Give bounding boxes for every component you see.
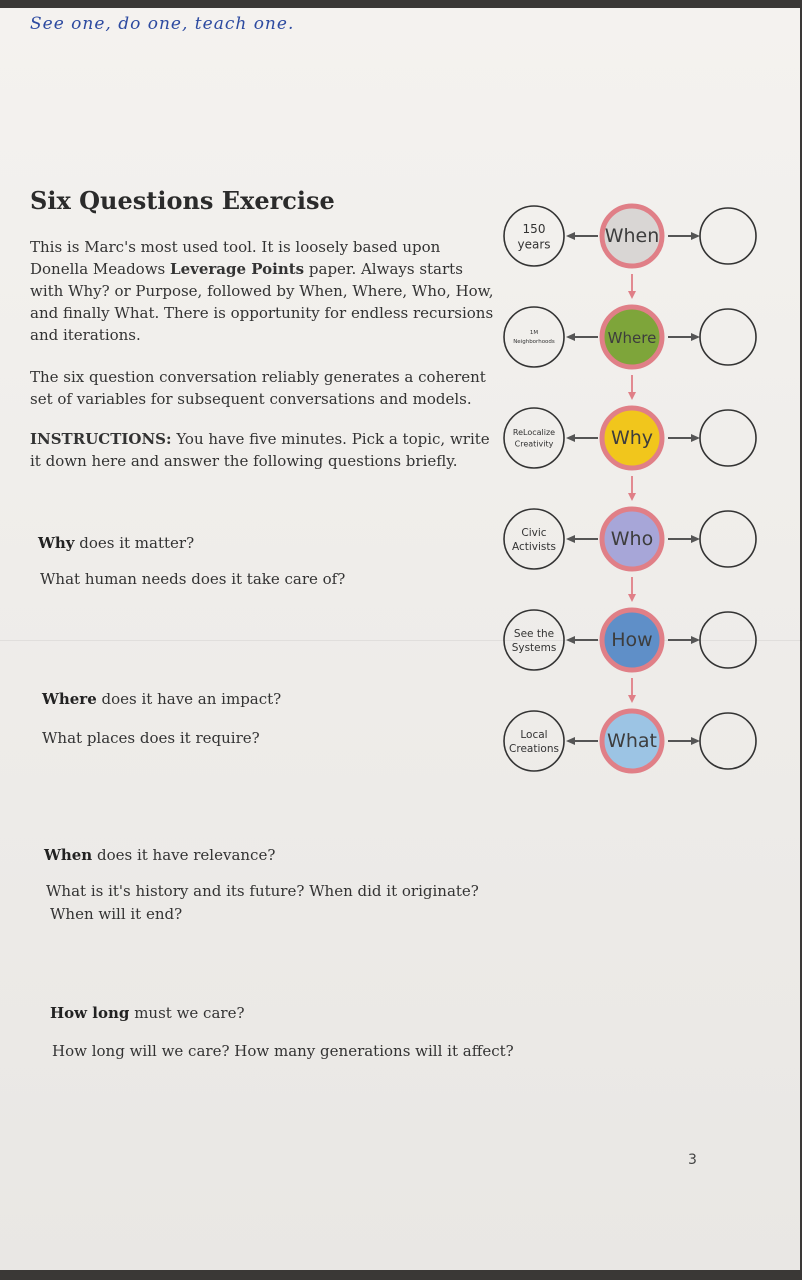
instructions-paragraph: INSTRUCTIONS: You have five minutes. Pick a topic, write it down here and answer the following questions briefly. (30, 430, 490, 470)
down-arrowhead-how (628, 695, 636, 703)
left-label-what-1: Local (520, 729, 548, 741)
right-circle-when (700, 208, 756, 264)
handwritten-note: See one, do one, teach one. (30, 14, 295, 34)
left-label-how-1: See the (513, 628, 555, 640)
right-circle-who (700, 511, 756, 567)
question-word-when: When (604, 225, 660, 247)
left-label-when-2: years (517, 237, 551, 252)
left-label-how-2: Systems (511, 642, 557, 654)
six-questions-diagram (496, 190, 786, 790)
left-circle-why (504, 408, 564, 468)
page-number: 3 (688, 1152, 697, 1168)
left-circle-how (504, 610, 564, 670)
page-title: Six Questions Exercise (30, 186, 335, 215)
arrowhead-left-why (566, 434, 575, 442)
right-circle-how (700, 612, 756, 668)
followup-how-long: How long will we care? How many generations will it affect? (52, 1042, 514, 1060)
left-label-where-2: Neighborhoods (513, 339, 555, 345)
right-circle-what (700, 713, 756, 769)
followup-when-2: When will it end? (50, 905, 183, 923)
question-why: Why does it matter? (38, 534, 195, 552)
arrowhead-left-who (566, 535, 575, 543)
right-circle-why (700, 410, 756, 466)
left-label-what-2: Creations (509, 743, 559, 755)
arrowhead-left-where (566, 333, 575, 341)
intro-paragraph: This is Marc's most used tool. It is loosely based upon Donella Meadows Leverage Points paper. Always starts with Why? or Purpose, followed by When, Where, Who, How, and finally What. There is opportunity for endless recursions and iterations. (30, 238, 494, 344)
instructions-label: INSTRUCTIONS: (30, 430, 172, 448)
down-arrowhead-who (628, 594, 636, 602)
arrowhead-right-when (691, 232, 700, 240)
arrowhead-left-what (566, 737, 575, 745)
question-word-what: What (607, 730, 657, 752)
down-arrowhead-where (628, 392, 636, 400)
question-word-where: Where (607, 329, 657, 347)
left-label-why-2: Creativity (514, 439, 554, 449)
left-circle-where (504, 307, 564, 367)
followup-why: What human needs does it take care of? (40, 570, 346, 588)
left-circle-who (504, 509, 564, 569)
followup-where: What places does it require? (42, 729, 260, 747)
right-circle-where (700, 309, 756, 365)
down-arrowhead-when (628, 291, 636, 299)
down-arrowhead-why (628, 493, 636, 501)
question-word-how: How (611, 629, 653, 651)
arrowhead-right-where (691, 333, 700, 341)
question-when: When does it have relevance? (44, 846, 276, 864)
arrowhead-right-who (691, 535, 700, 543)
arrowhead-right-what (691, 737, 700, 745)
leverage-points-term: Leverage Points (170, 260, 305, 278)
question-how-long: How long must we care? (50, 1004, 245, 1022)
left-label-why-1: ReLocalize (512, 428, 556, 437)
arrowhead-right-how (691, 636, 700, 644)
question-word-why: Why (610, 427, 654, 449)
arrowhead-left-how (566, 636, 575, 644)
arrowhead-right-why (691, 434, 700, 442)
left-label-when-1: 150 (522, 222, 546, 236)
left-circle-what (504, 711, 564, 771)
followup-when: What is it's history and its future? When did it originate? (46, 882, 479, 900)
arrowhead-left-when (566, 232, 575, 240)
left-circle-when (504, 206, 564, 266)
left-label-who-2: Activists (512, 541, 556, 553)
description-paragraph: The six question conversation reliably generates a coherent set of variables for subsequent conversations and models. (30, 368, 486, 408)
question-where: Where does it have an impact? (42, 690, 282, 708)
left-label-where-1: 1M (529, 330, 539, 336)
question-word-who: Who (610, 528, 654, 550)
left-label-who-1: Civic (521, 527, 547, 539)
